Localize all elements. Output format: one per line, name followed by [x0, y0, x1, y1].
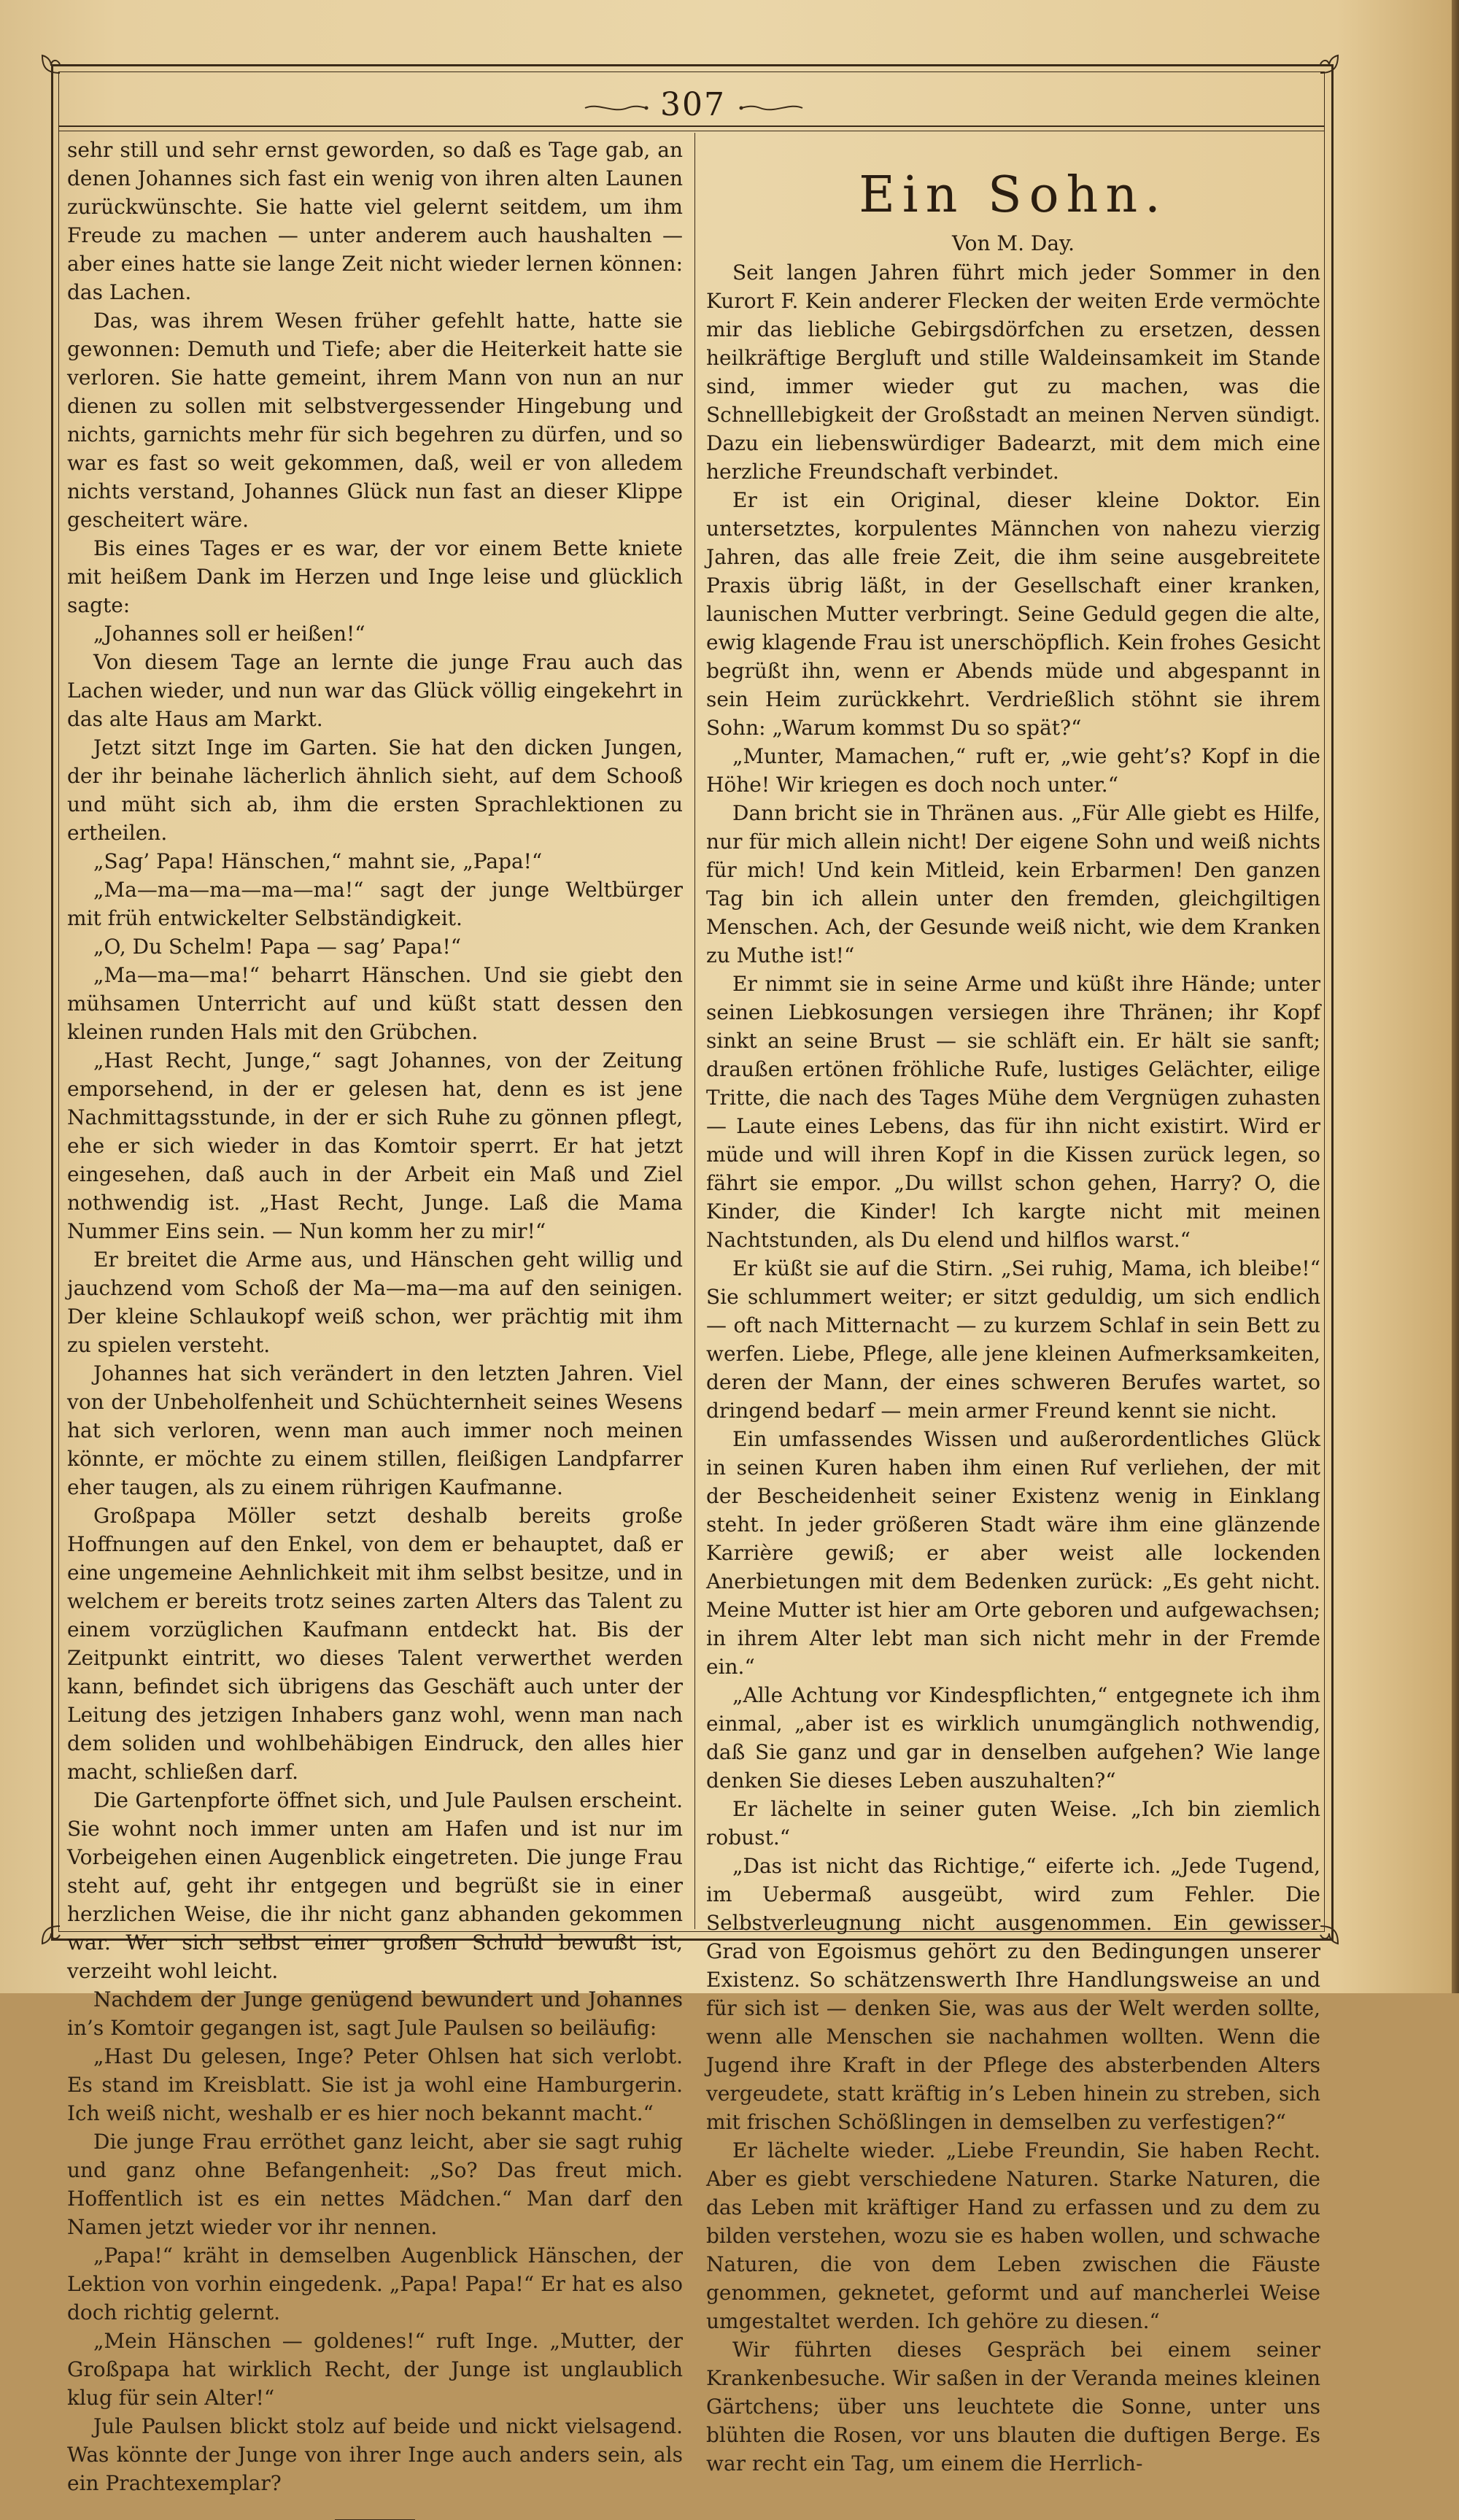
book-binding-edge: [1452, 0, 1459, 1993]
paragraph: „Ma—ma—ma!“ beharrt Hänschen. Und sie giebt den mühsamen Unterricht auf und küßt statt dessen den kleinen runden Hals mit den Grübchen.: [67, 963, 683, 1044]
header-rule: [58, 125, 1325, 127]
paragraph: Dann bricht sie in Thränen aus. „Für Alle giebt es Hilfe, nur für mich allein nicht! Der eigene Sohn und weiß nichts für mich! Und kein Mitleid, kein Erbarmen! Den ganzen Tag bin ich allein unter den fremden, gleichgiltigen Menschen. Ach, der Gesunde weiß nicht, wie dem Kranken zu Muthe ist!“: [706, 801, 1320, 967]
story-title: Ein Sohn.: [859, 166, 1168, 224]
paragraph: Wir führten dieses Gespräch bei einem seiner Krankenbesuche. Wir saßen in der Veranda meines kleinen Gärtchens; über uns leuchtete die Sonne, unter uns blühten die Rosen, vor uns blauten die duftigen Berge. Es war recht ein Tag, um einem die Herrlich-: [706, 2338, 1320, 2475]
paragraph: Er lächelte in seiner guten Weise. „Ich bin ziemlich robust.“: [706, 1797, 1320, 1850]
corner-ornament-top-right-icon: [1316, 51, 1342, 77]
page-number: 307: [660, 86, 726, 123]
paragraph: sehr still und sehr ernst geworden, so daß es Tage gab, an denen Johannes sich fast ein wenig von ihren alten Launen zurückwünschte. Sie hatte viel gelernt seitdem, um ihm Freude zu machen — unter anderem auch haushalten — aber eines hatte sie lange Zeit nicht wieder lernen können: das Lachen.: [67, 138, 683, 304]
left-column: [67, 136, 683, 2520]
column-divider: [694, 133, 695, 1929]
paragraph: Er lächelte wieder. „Liebe Freundin, Sie haben Recht. Aber es giebt verschiedene Naturen. Starke Naturen, die das Leben mit kräftiger Hand zu erfassen und zu dem zu bilden verstehen, wozu sie es haben wollen, und schwache Naturen, die von dem Leben zwischen die Fäuste genommen, geknetet, geformt und auf mancherlei Weise umgestaltet werden. Ich gehöre zu diesen.“: [706, 2138, 1320, 2333]
paragraph: Jule Paulsen blickt stolz auf beide und nickt vielsagend. Was könnte der Junge von ihrer Inge auch anders sein, als ein Prachtexemplar?: [67, 2414, 683, 2495]
paragraph: „O, Du Schelm! Papa — sag’ Papa!“: [93, 935, 462, 959]
paragraph: „Papa!“ kräht in demselben Augenblick Hänschen, der Lektion von vorhin eingedenk. „Papa! Papa!“ Er hat es also doch richtig gelernt.: [67, 2243, 683, 2324]
paragraph: „Hast Recht, Junge,“ sagt Johannes, von der Zeitung emporsehend, in der er gelesen hat, denn es ist jene Nachmittagsstunde, in der er sich Ruhe zu gönnen pflegt, ehe er sich wieder in das Komtoir sperrt. Er hat jetzt eingesehen, daß auch in der Arbeit ein Maß und Ziel nothwendig ist. „Hast Recht, Junge. Laß die Mama Nummer Eins sein. — Nun komm her zu mir!“: [67, 1048, 683, 1243]
paragraph: Das, was ihrem Wesen früher gefehlt hatte, hatte sie gewonnen: Demuth und Tiefe; aber die Heiterkeit hatte sie verloren. Sie hatte gemeint, ihrem Mann von nun an nur dienen zu sollen mit selbstvergessender Hingebung und nichts, garnichts mehr für sich begehren zu dürfen, und so war es fast so weit gekommen, daß, weil er von alledem nichts verstand, Johannes Glück nun fast an dieser Klippe gescheitert wäre.: [67, 309, 683, 532]
paragraph: Bis eines Tages er es war, der vor einem Bette kniete mit heißem Dank im Herzen und Inge leise und glücklich sagte:: [67, 536, 683, 617]
paragraph: Johannes hat sich verändert in den letzten Jahren. Viel von der Unbeholfenheit und Schüchternheit seines Wesens hat sich verloren, wenn man auch immer noch meinen könnte, er möchte zu einem stillen, fleißigen Landpfarrer eher taugen, als zu einem rührigen Kaufmanne.: [67, 1361, 683, 1499]
corner-ornament-top-left-icon: [38, 51, 64, 77]
paragraph: Nachdem der Junge genügend bewundert und Johannes in’s Komtoir gegangen ist, sagt Jule Paulsen so beiläufig:: [67, 1987, 683, 2040]
paragraph: „Das ist nicht das Richtige,“ eiferte ich. „Jede Tugend, im Uebermaß ausgeübt, wird zum Fehler. Die Selbstverleugnung nicht ausgenommen. Ein gewisser Grad von Egoismus gehört zu den Bedingungen unserer Existenz. So schätzenswerth Ihre Handlungsweise an und für sich ist — denken Sie, was aus der Welt werden sollte, wenn alle Menschen sie nachahmen wollten. Wenn die Jugend ihre Kraft in der Pflege des absterbenden Alters vergeudete, statt kräftig in’s Leben hinein zu streben, sich mit frischen Schößlingen in demselben zu verfestigen?“: [706, 1854, 1320, 2134]
paragraph: Die Gartenpforte öffnet sich, und Jule Paulsen erscheint. Sie wohnt noch immer unten am Hafen und ist nur im Vorbeigehen einen Augenblick eingetreten. Die junge Frau steht auf, geht ihr entgegen und begrüßt sie in einer herzlichen Weise, die ihr nicht ganz abhanden gekommen war. Wer sich selbst einer großen Schuld bewußt ist, verzeiht wohl leicht.: [67, 1788, 683, 1983]
paragraph: Jetzt sitzt Inge im Garten. Sie hat den dicken Jungen, der ihr beinahe lächerlich ähnlich sieht, auf dem Schooß und müht sich ab, ihm die ersten Sprachlektionen zu ertheilen.: [67, 735, 683, 845]
paragraph: „Munter, Mamachen,“ ruft er, „wie geht’s? Kopf in die Höhe! Wir kriegen es doch noch unter.“: [706, 744, 1320, 797]
paragraph: Großpapa Möller setzt deshalb bereits große Hoffnungen auf den Enkel, von dem er behauptet, daß er eine ungemeine Aehnlichkeit mit ihm selbst besitze, und in welchem er bereits trotz seines zarten Alters das Talent zu einem vorzüglichen Kaufmann entdeckt hat. Bis der Zeitpunkt eintritt, wo dieses Talent verwerthet werden kann, befindet sich übrigens das Geschäft auch unter der Leitung des jetzigen Inhabers ganz wohl, wenn man nach dem soliden und wohlbehäbigen Eindruck, den alles hier macht, schließen darf.: [67, 1504, 683, 1784]
paragraph: Er breitet die Arme aus, und Hänschen geht willig und jauchzend vom Schoß der Ma—ma—ma auf den seinigen. Der kleine Schlaukopf weiß schon, wer prächtig mit ihm zu spielen versteht.: [67, 1248, 683, 1357]
paragraph: „Sag’ Papa! Hänschen,“ mahnt sie, „Papa!“: [93, 849, 543, 873]
right-column: [706, 136, 1320, 2478]
paragraph: „Alle Achtung vor Kindespflichten,“ entgegnete ich ihm einmal, „aber ist es wirklich unumgänglich nothwendig, daß Sie ganz und gar in denselben aufgehen? Wie lange denken Sie dieses Leben auszuhalten?“: [706, 1683, 1320, 1793]
story-author: Von M. Day.: [951, 231, 1075, 255]
paragraph: „Ma—ma—ma—ma—ma!“ sagt der junge Weltbürger mit früh entwickelter Selbständigkeit.: [67, 878, 683, 930]
paragraph: Seit langen Jahren führt mich jeder Sommer in den Kurort F. Kein anderer Flecken der weiten Erde vermöchte mir das liebliche Gebirgsdörfchen zu ersetzen, dessen heilkräftige Bergluft und stille Waldeinsamkeit im Stande sind, immer wieder gut zu machen, was die Schnelllebigkeit der Großstadt an meinen Nerven sündigt. Dazu ein liebenswürdiger Badearzt, mit dem mich eine herzliche Freundschaft verbindet.: [706, 260, 1320, 484]
paragraph: Die junge Frau erröthet ganz leicht, aber sie sagt ruhig und ganz ohne Befangenheit: „So? Das freut mich. Hoffentlich ist es ein nettes Mädchen.“ Man darf den Namen jetzt wieder vor ihr nennen.: [67, 2130, 683, 2239]
paragraph: „Hast Du gelesen, Inge? Peter Ohlsen hat sich verlobt. Es stand im Kreisblatt. Sie ist ja wohl eine Hamburgerin. Ich weiß nicht, weshalb er es hier noch bekannt macht.“: [67, 2044, 683, 2125]
paragraph: Er küßt sie auf die Stirn. „Sei ruhig, Mama, ich bleibe!“ Sie schlummert weiter; er sitzt geduldig, um sich endlich — oft nach Mitternacht — zu kurzem Schlaf in sein Bett zu werfen. Liebe, Pflege, alle jene kleinen Aufmerksamkeiten, deren der Mann, der eines schweren Berufes wartet, so dringend bedarf — mein armer Freund kennt sie nicht.: [706, 1256, 1320, 1423]
paragraph: Ein umfassendes Wissen und außerordentliches Glück in seinen Kuren haben ihm einen Ruf verliehen, der mit der Bescheidenheit seiner Existenz wenig in Einklang steht. In jeder größeren Stadt wäre ihm eine glänzende Karrière gewiß; er aber weist alle lockenden Anerbietungen mit dem Bedenken zurück: „Es geht nicht. Meine Mutter ist hier am Orte geboren und aufgewachsen; in ihrem Alter lebt man sich nicht mehr in der Fremde ein.“: [706, 1427, 1320, 1679]
paragraph: „Mein Hänschen — goldenes!“ ruft Inge. „Mutter, der Großpapa hat wirklich Recht, der Junge ist unglaublich klug für sein Alter!“: [67, 2329, 683, 2410]
paragraph: Er nimmt sie in seine Arme und küßt ihre Hände; unter seinen Liebkosungen versiegen ihre Thränen; ihr Kopf sinkt an seine Brust — sie schläft ein. Er hält sie sanft; draußen ertönen fröhliche Rufe, lustiges Gelächter, eilige Tritte, die nach des Tages Mühe dem Vergnügen zuhasten — Laute eines Lebens, das für ihn nicht existirt. Wird er müde und will ihren Kopf in die Kissen zurück legen, so fährt sie empor. „Du willst schon gehen, Harry? O, die Kinder, die Kinder! Ich kargte nicht mit meinen Nachtstunden, als Du elend und hilflos warst.“: [706, 972, 1320, 1252]
header-flourish-right-icon: [738, 101, 804, 115]
corner-ornament-bottom-left-icon: [38, 1922, 64, 1948]
paragraph: Von diesem Tage an lernte die junge Frau auch das Lachen wieder, und nun war das Glück völlig eingekehrt in das alte Haus am Markt.: [67, 650, 683, 731]
paragraph: „Johannes soll er heißen!“: [93, 622, 365, 646]
paragraph: Er ist ein Original, dieser kleine Doktor. Ein untersetztes, korpulentes Männchen von nahezu vierzig Jahren, das alle freie Zeit, die ihm seine ausgebreitete Praxis übrig läßt, in der Gesellschaft einer kranken, launischen Mutter verbringt. Seine Geduld gegen die alte, ewig klagende Frau ist unerschöpflich. Kein frohes Gesicht begrüßt ihn, wenn er Abends müde und abgespannt in sein Heim zurückkehrt. Verdrießlich stöhnt sie ihrem Sohn: „Warum kommst Du so spät?“: [706, 488, 1320, 740]
